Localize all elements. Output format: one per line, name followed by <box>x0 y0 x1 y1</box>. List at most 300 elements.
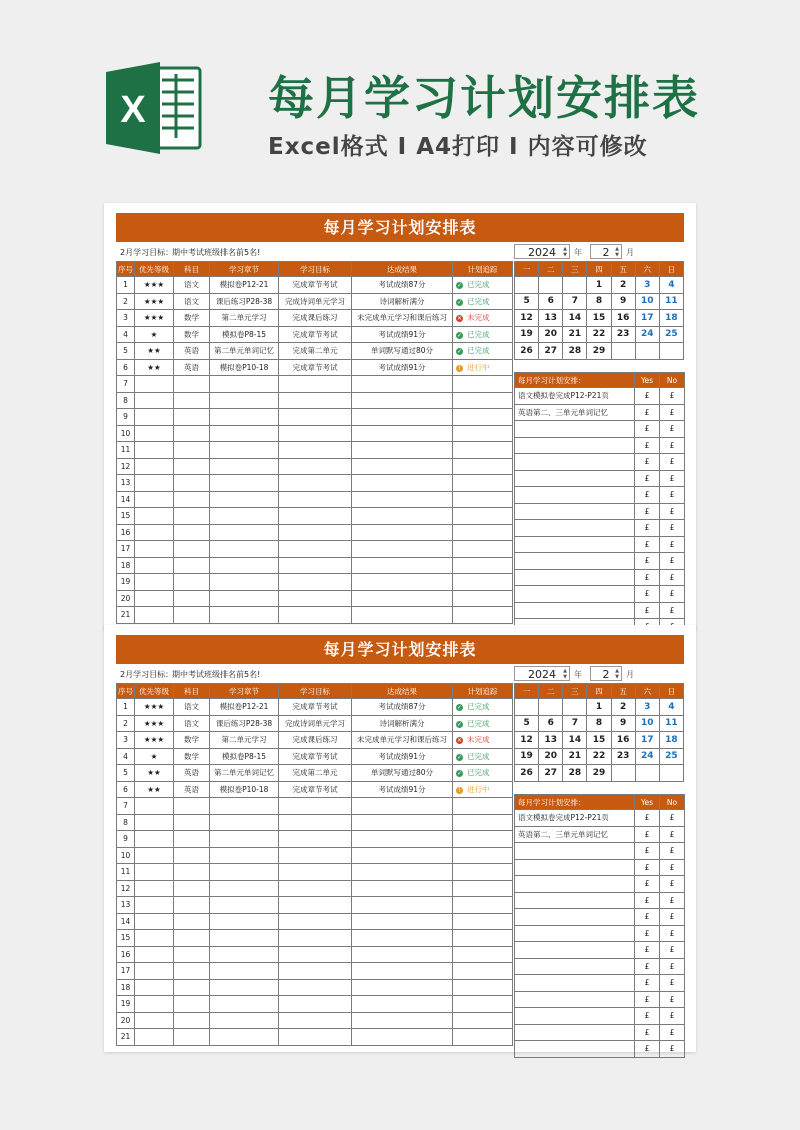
empty-cell[interactable] <box>352 979 453 996</box>
calendar-day[interactable]: 27 <box>539 343 563 360</box>
calendar-day[interactable]: 7 <box>563 715 587 732</box>
cell-chapter[interactable]: 模拟卷P12-21 <box>210 699 279 716</box>
empty-cell[interactable] <box>210 930 279 947</box>
cell-no[interactable]: 21 <box>117 607 135 624</box>
arrangement-row[interactable] <box>515 958 685 975</box>
no-mark[interactable]: £ <box>660 892 685 909</box>
table-row[interactable] <box>117 343 513 360</box>
calendar-day[interactable]: 18 <box>659 732 683 749</box>
empty-cell[interactable] <box>174 798 210 815</box>
no-mark[interactable]: £ <box>660 586 685 603</box>
table-row[interactable] <box>117 508 513 525</box>
calendar-day[interactable] <box>659 343 683 360</box>
yes-mark[interactable]: £ <box>635 569 660 586</box>
empty-cell[interactable] <box>352 524 453 541</box>
calendar-day[interactable]: 6 <box>539 293 563 310</box>
cell-priority[interactable]: ★★ <box>135 765 174 782</box>
calendar-day[interactable] <box>515 277 539 294</box>
cell-subject[interactable]: 语文 <box>174 699 210 716</box>
empty-cell[interactable] <box>174 880 210 897</box>
arrangement-row[interactable] <box>515 470 685 487</box>
arrangement-item[interactable] <box>515 859 635 876</box>
empty-cell[interactable] <box>453 831 513 848</box>
empty-cell[interactable] <box>279 814 352 831</box>
arrangement-item[interactable] <box>515 991 635 1008</box>
no-mark[interactable]: £ <box>660 909 685 926</box>
empty-cell[interactable] <box>352 557 453 574</box>
calendar-day[interactable]: 4 <box>659 699 683 716</box>
arrangement-row[interactable] <box>515 925 685 942</box>
calendar-day[interactable] <box>515 699 539 716</box>
cell-status[interactable] <box>453 765 513 782</box>
cell-no[interactable]: 3 <box>117 310 135 327</box>
no-mark[interactable]: £ <box>660 487 685 504</box>
table-row[interactable] <box>117 524 513 541</box>
empty-cell[interactable] <box>210 458 279 475</box>
empty-cell[interactable] <box>174 814 210 831</box>
calendar-day[interactable] <box>539 699 563 716</box>
empty-cell[interactable] <box>135 814 174 831</box>
empty-cell[interactable] <box>279 831 352 848</box>
empty-cell[interactable] <box>352 913 453 930</box>
cell-subject[interactable]: 数学 <box>174 732 210 749</box>
cell-no[interactable]: 10 <box>117 425 135 442</box>
empty-cell[interactable] <box>453 913 513 930</box>
no-mark[interactable]: £ <box>660 437 685 454</box>
calendar-day[interactable]: 23 <box>611 748 635 765</box>
cell-no[interactable]: 7 <box>117 798 135 815</box>
cell-priority[interactable]: ★★★ <box>135 277 174 294</box>
table-row[interactable] <box>117 458 513 475</box>
cell-chapter[interactable]: 模拟卷P8-15 <box>210 326 279 343</box>
empty-cell[interactable] <box>174 913 210 930</box>
arrangement-item[interactable] <box>515 975 635 992</box>
calendar-day[interactable]: 5 <box>515 293 539 310</box>
calendar-day[interactable] <box>563 277 587 294</box>
empty-cell[interactable] <box>352 491 453 508</box>
empty-cell[interactable] <box>174 979 210 996</box>
yes-mark[interactable]: £ <box>635 1024 660 1041</box>
cell-status[interactable] <box>453 277 513 294</box>
cell-status[interactable] <box>453 293 513 310</box>
arrangement-item[interactable] <box>515 586 635 603</box>
empty-cell[interactable] <box>135 930 174 947</box>
arrangement-row[interactable] <box>515 892 685 909</box>
empty-cell[interactable] <box>210 996 279 1013</box>
empty-cell[interactable] <box>210 590 279 607</box>
empty-cell[interactable] <box>174 475 210 492</box>
empty-cell[interactable] <box>453 1029 513 1046</box>
empty-cell[interactable] <box>352 930 453 947</box>
empty-cell[interactable] <box>174 392 210 409</box>
empty-cell[interactable] <box>210 847 279 864</box>
empty-cell[interactable] <box>453 930 513 947</box>
empty-cell[interactable] <box>453 880 513 897</box>
table-row[interactable] <box>117 557 513 574</box>
cell-result[interactable]: 未完成单元学习和课后练习 <box>352 732 453 749</box>
empty-cell[interactable] <box>279 946 352 963</box>
empty-cell[interactable] <box>453 392 513 409</box>
calendar-day[interactable]: 14 <box>563 732 587 749</box>
cell-goal[interactable]: 完成第二单元 <box>279 765 352 782</box>
no-mark[interactable]: £ <box>660 388 685 405</box>
cell-result[interactable]: 考试成绩91分 <box>352 326 453 343</box>
table-row[interactable] <box>117 326 513 343</box>
arrangement-item[interactable] <box>515 1024 635 1041</box>
cell-no[interactable]: 12 <box>117 880 135 897</box>
cell-chapter[interactable]: 模拟卷P10-18 <box>210 359 279 376</box>
empty-cell[interactable] <box>210 798 279 815</box>
empty-cell[interactable] <box>279 864 352 881</box>
empty-cell[interactable] <box>279 475 352 492</box>
empty-cell[interactable] <box>210 979 279 996</box>
cell-goal[interactable]: 完成章节考试 <box>279 359 352 376</box>
empty-cell[interactable] <box>352 409 453 426</box>
calendar-day[interactable]: 25 <box>659 748 683 765</box>
cell-priority[interactable]: ★ <box>135 326 174 343</box>
empty-cell[interactable] <box>135 1012 174 1029</box>
no-mark[interactable]: £ <box>660 942 685 959</box>
cell-priority[interactable]: ★★ <box>135 359 174 376</box>
cell-no[interactable]: 3 <box>117 732 135 749</box>
empty-cell[interactable] <box>210 409 279 426</box>
cell-subject[interactable]: 英语 <box>174 359 210 376</box>
cell-subject[interactable]: 数学 <box>174 748 210 765</box>
yes-mark[interactable]: £ <box>635 454 660 471</box>
cell-subject[interactable]: 数学 <box>174 310 210 327</box>
cell-priority[interactable]: ★★ <box>135 781 174 798</box>
arrangement-item[interactable]: 英语第二、三单元单词记忆 <box>515 826 635 843</box>
no-mark[interactable]: £ <box>660 991 685 1008</box>
calendar-day[interactable]: 17 <box>635 310 659 327</box>
arrangement-item[interactable] <box>515 1041 635 1058</box>
arrangement-item[interactable] <box>515 553 635 570</box>
yes-mark[interactable]: £ <box>635 925 660 942</box>
empty-cell[interactable] <box>174 508 210 525</box>
arrangement-row[interactable] <box>515 1041 685 1058</box>
empty-cell[interactable] <box>210 376 279 393</box>
empty-cell[interactable] <box>174 541 210 558</box>
calendar-day[interactable]: 9 <box>611 293 635 310</box>
calendar-day[interactable]: 26 <box>515 765 539 782</box>
calendar-day[interactable]: 27 <box>539 765 563 782</box>
empty-cell[interactable] <box>352 831 453 848</box>
empty-cell[interactable] <box>352 508 453 525</box>
empty-cell[interactable] <box>352 1012 453 1029</box>
empty-cell[interactable] <box>210 897 279 914</box>
cell-no[interactable]: 9 <box>117 831 135 848</box>
empty-cell[interactable] <box>210 607 279 624</box>
table-row[interactable] <box>117 831 513 848</box>
table-row[interactable] <box>117 574 513 591</box>
empty-cell[interactable] <box>279 847 352 864</box>
arrangement-item[interactable] <box>515 909 635 926</box>
empty-cell[interactable] <box>174 946 210 963</box>
table-row[interactable] <box>117 798 513 815</box>
arrangement-item[interactable] <box>515 470 635 487</box>
cell-no[interactable]: 11 <box>117 864 135 881</box>
no-mark[interactable]: £ <box>660 602 685 619</box>
year-spinner[interactable] <box>514 666 570 681</box>
yes-mark[interactable]: £ <box>635 1008 660 1025</box>
calendar-day[interactable]: 8 <box>587 293 611 310</box>
cell-no[interactable]: 21 <box>117 1029 135 1046</box>
empty-cell[interactable] <box>135 409 174 426</box>
arrangement-row[interactable] <box>515 421 685 438</box>
empty-cell[interactable] <box>279 392 352 409</box>
empty-cell[interactable] <box>174 491 210 508</box>
empty-cell[interactable] <box>279 963 352 980</box>
cell-result[interactable]: 考试成绩91分 <box>352 748 453 765</box>
calendar-day[interactable]: 25 <box>659 326 683 343</box>
table-row[interactable] <box>117 847 513 864</box>
empty-cell[interactable] <box>453 946 513 963</box>
yes-mark[interactable]: £ <box>635 586 660 603</box>
empty-cell[interactable] <box>352 847 453 864</box>
empty-cell[interactable] <box>210 1012 279 1029</box>
empty-cell[interactable] <box>135 590 174 607</box>
empty-cell[interactable] <box>174 1012 210 1029</box>
arrangement-row[interactable] <box>515 843 685 860</box>
arrangement-row[interactable] <box>515 454 685 471</box>
calendar-day[interactable]: 28 <box>563 343 587 360</box>
no-mark[interactable]: £ <box>660 470 685 487</box>
arrangement-item[interactable] <box>515 942 635 959</box>
cell-priority[interactable]: ★★ <box>135 343 174 360</box>
empty-cell[interactable] <box>279 996 352 1013</box>
empty-cell[interactable] <box>135 524 174 541</box>
no-mark[interactable]: £ <box>660 1008 685 1025</box>
cell-no[interactable]: 9 <box>117 409 135 426</box>
arrangement-row[interactable] <box>515 520 685 537</box>
empty-cell[interactable] <box>279 557 352 574</box>
calendar-day[interactable]: 21 <box>563 326 587 343</box>
empty-cell[interactable] <box>135 425 174 442</box>
spinner-arrows-icon[interactable]: ▲ ▼ <box>615 668 619 680</box>
calendar-day[interactable]: 2 <box>611 277 635 294</box>
empty-cell[interactable] <box>135 376 174 393</box>
cell-status[interactable] <box>453 699 513 716</box>
empty-cell[interactable] <box>210 831 279 848</box>
calendar-day[interactable]: 2 <box>611 699 635 716</box>
table-row[interactable] <box>117 979 513 996</box>
cell-no[interactable]: 10 <box>117 847 135 864</box>
calendar-day[interactable]: 11 <box>659 293 683 310</box>
no-mark[interactable]: £ <box>660 1024 685 1041</box>
calendar-day[interactable]: 12 <box>515 310 539 327</box>
cell-no[interactable]: 18 <box>117 557 135 574</box>
arrangement-item[interactable] <box>515 569 635 586</box>
spinner-arrows-icon[interactable]: ▲ ▼ <box>615 246 619 258</box>
cell-result[interactable]: 单词默写通过80分 <box>352 765 453 782</box>
arrangement-item[interactable] <box>515 843 635 860</box>
empty-cell[interactable] <box>352 607 453 624</box>
yes-mark[interactable]: £ <box>635 520 660 537</box>
calendar-day[interactable]: 13 <box>539 732 563 749</box>
calendar-day[interactable]: 19 <box>515 748 539 765</box>
cell-no[interactable]: 20 <box>117 1012 135 1029</box>
no-mark[interactable]: £ <box>660 520 685 537</box>
cell-no[interactable]: 13 <box>117 897 135 914</box>
table-row[interactable] <box>117 409 513 426</box>
empty-cell[interactable] <box>174 524 210 541</box>
cell-no[interactable]: 8 <box>117 814 135 831</box>
table-row[interactable] <box>117 293 513 310</box>
cell-no[interactable]: 17 <box>117 541 135 558</box>
table-row[interactable] <box>117 376 513 393</box>
cell-result[interactable]: 考试成绩91分 <box>352 359 453 376</box>
year-spinner[interactable] <box>514 244 570 259</box>
arrangement-row[interactable] <box>515 1008 685 1025</box>
arrangement-row[interactable] <box>515 536 685 553</box>
table-row[interactable] <box>117 359 513 376</box>
table-row[interactable] <box>117 442 513 459</box>
cell-no[interactable]: 4 <box>117 748 135 765</box>
cell-no[interactable]: 12 <box>117 458 135 475</box>
table-row[interactable] <box>117 425 513 442</box>
empty-cell[interactable] <box>453 590 513 607</box>
cell-no[interactable]: 1 <box>117 277 135 294</box>
table-row[interactable] <box>117 1029 513 1046</box>
empty-cell[interactable] <box>174 963 210 980</box>
arrangement-row[interactable] <box>515 388 685 405</box>
calendar-day[interactable] <box>659 765 683 782</box>
empty-cell[interactable] <box>279 880 352 897</box>
empty-cell[interactable] <box>453 458 513 475</box>
table-row[interactable] <box>117 946 513 963</box>
cell-priority[interactable]: ★★★ <box>135 732 174 749</box>
no-mark[interactable]: £ <box>660 876 685 893</box>
yes-mark[interactable]: £ <box>635 892 660 909</box>
arrangement-row[interactable] <box>515 586 685 603</box>
arrangement-item[interactable] <box>515 602 635 619</box>
empty-cell[interactable] <box>352 475 453 492</box>
arrangement-row[interactable] <box>515 553 685 570</box>
empty-cell[interactable] <box>135 996 174 1013</box>
table-row[interactable] <box>117 814 513 831</box>
empty-cell[interactable] <box>210 963 279 980</box>
empty-cell[interactable] <box>135 491 174 508</box>
cell-subject[interactable]: 英语 <box>174 343 210 360</box>
goal-text[interactable]: 期中考试班级排名前5名! <box>172 248 261 257</box>
table-row[interactable] <box>117 930 513 947</box>
empty-cell[interactable] <box>453 864 513 881</box>
calendar-day[interactable]: 20 <box>539 748 563 765</box>
empty-cell[interactable] <box>135 607 174 624</box>
cell-subject[interactable]: 语文 <box>174 293 210 310</box>
table-row[interactable] <box>117 864 513 881</box>
empty-cell[interactable] <box>174 574 210 591</box>
empty-cell[interactable] <box>352 590 453 607</box>
cell-goal[interactable]: 完成诗词单元学习 <box>279 293 352 310</box>
cell-status[interactable] <box>453 326 513 343</box>
cell-no[interactable]: 15 <box>117 508 135 525</box>
yes-mark[interactable]: £ <box>635 909 660 926</box>
calendar-day[interactable]: 10 <box>635 715 659 732</box>
empty-cell[interactable] <box>174 847 210 864</box>
empty-cell[interactable] <box>352 425 453 442</box>
cell-chapter[interactable]: 模拟卷P12-21 <box>210 277 279 294</box>
calendar-day[interactable] <box>611 343 635 360</box>
empty-cell[interactable] <box>135 458 174 475</box>
empty-cell[interactable] <box>352 814 453 831</box>
cell-goal[interactable]: 完成章节考试 <box>279 277 352 294</box>
yes-mark[interactable]: £ <box>635 942 660 959</box>
empty-cell[interactable] <box>352 946 453 963</box>
no-mark[interactable]: £ <box>660 536 685 553</box>
arrangement-row[interactable] <box>515 876 685 893</box>
arrangement-item[interactable]: 语文模拟卷完成P12-P21页 <box>515 810 635 827</box>
empty-cell[interactable] <box>352 541 453 558</box>
calendar-day[interactable]: 22 <box>587 748 611 765</box>
empty-cell[interactable] <box>279 574 352 591</box>
cell-no[interactable]: 14 <box>117 913 135 930</box>
cell-result[interactable]: 诗词解析满分 <box>352 715 453 732</box>
empty-cell[interactable] <box>135 1029 174 1046</box>
empty-cell[interactable] <box>174 831 210 848</box>
empty-cell[interactable] <box>453 798 513 815</box>
arrangement-row[interactable] <box>515 487 685 504</box>
cell-priority[interactable]: ★ <box>135 748 174 765</box>
arrangement-row[interactable] <box>515 602 685 619</box>
cell-no[interactable]: 15 <box>117 930 135 947</box>
cell-priority[interactable]: ★★★ <box>135 293 174 310</box>
arrangement-row[interactable] <box>515 909 685 926</box>
cell-goal[interactable]: 完成章节考试 <box>279 326 352 343</box>
empty-cell[interactable] <box>453 376 513 393</box>
cell-subject[interactable]: 英语 <box>174 781 210 798</box>
cell-no[interactable]: 8 <box>117 392 135 409</box>
empty-cell[interactable] <box>135 574 174 591</box>
empty-cell[interactable] <box>352 376 453 393</box>
table-row[interactable] <box>117 732 513 749</box>
yes-mark[interactable]: £ <box>635 437 660 454</box>
empty-cell[interactable] <box>174 864 210 881</box>
empty-cell[interactable] <box>279 590 352 607</box>
cell-no[interactable]: 2 <box>117 715 135 732</box>
empty-cell[interactable] <box>453 491 513 508</box>
empty-cell[interactable] <box>174 607 210 624</box>
empty-cell[interactable] <box>453 897 513 914</box>
calendar-day[interactable] <box>539 277 563 294</box>
empty-cell[interactable] <box>135 442 174 459</box>
cell-goal[interactable]: 完成诗词单元学习 <box>279 715 352 732</box>
calendar-day[interactable]: 6 <box>539 715 563 732</box>
table-row[interactable] <box>117 277 513 294</box>
empty-cell[interactable] <box>135 847 174 864</box>
yes-mark[interactable]: £ <box>635 553 660 570</box>
cell-no[interactable]: 2 <box>117 293 135 310</box>
yes-mark[interactable]: £ <box>635 388 660 405</box>
calendar-day[interactable]: 28 <box>563 765 587 782</box>
empty-cell[interactable] <box>453 475 513 492</box>
arrangement-item[interactable] <box>515 958 635 975</box>
calendar-day[interactable]: 24 <box>635 748 659 765</box>
yes-mark[interactable]: £ <box>635 975 660 992</box>
arrangement-row[interactable] <box>515 810 685 827</box>
cell-subject[interactable]: 英语 <box>174 765 210 782</box>
calendar-day[interactable]: 29 <box>587 343 611 360</box>
arrangement-item[interactable] <box>515 503 635 520</box>
cell-goal[interactable]: 完成章节考试 <box>279 781 352 798</box>
empty-cell[interactable] <box>174 557 210 574</box>
calendar-day[interactable] <box>635 765 659 782</box>
calendar-day[interactable]: 12 <box>515 732 539 749</box>
empty-cell[interactable] <box>210 425 279 442</box>
empty-cell[interactable] <box>453 996 513 1013</box>
empty-cell[interactable] <box>135 946 174 963</box>
empty-cell[interactable] <box>210 913 279 930</box>
